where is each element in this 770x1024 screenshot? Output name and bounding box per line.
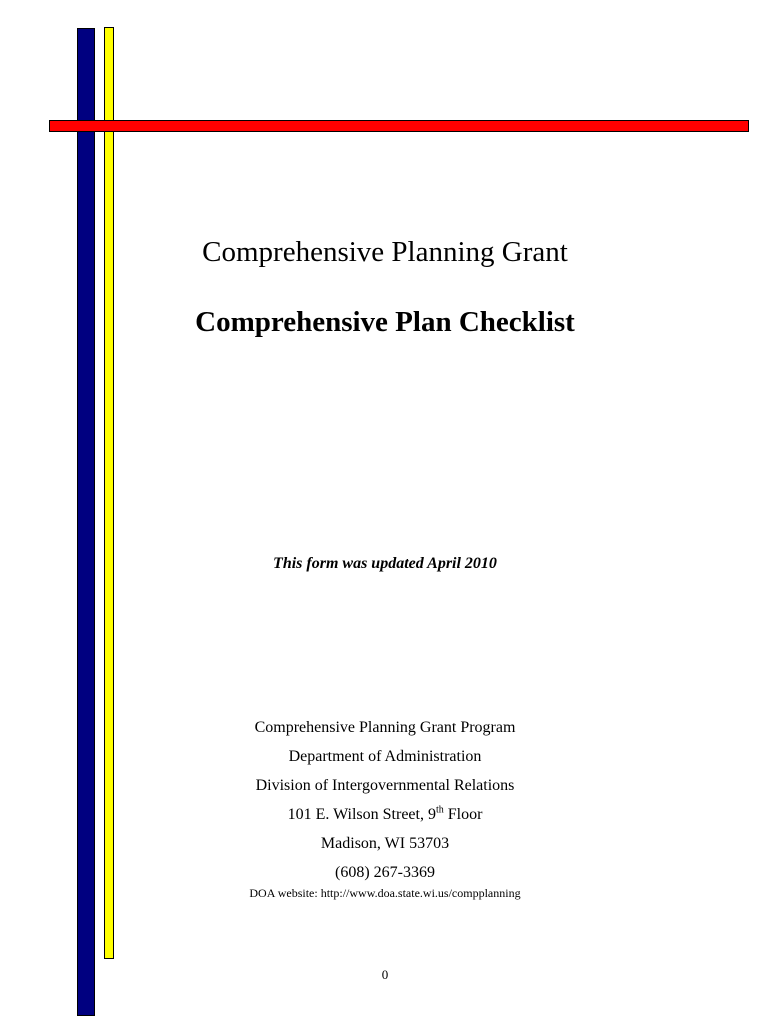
document-subtitle (0, 234, 770, 270)
city-state-zip: Madison, WI 53703 (320, 835, 450, 852)
red-horizontal-bar (49, 120, 749, 132)
street-prefix: 101 E. Wilson Street, 9 (287, 806, 436, 823)
street-suffix: Floor (443, 806, 483, 823)
contact-address-block (0, 713, 770, 887)
subtitle-text: Comprehensive Planning Grant (202, 236, 568, 268)
website-link[interactable]: DOA website: http://www.doa.state.wi.us/compplanning (249, 886, 521, 900)
street-address (0, 800, 770, 829)
program-name: Comprehensive Planning Grant Program (254, 719, 516, 736)
department-name: Department of Administration (288, 748, 482, 765)
page-number: 0 (381, 967, 389, 982)
street-ordinal-suffix: th (435, 804, 444, 816)
phone-number: (608) 267-3369 (335, 864, 435, 881)
document-title: Comprehensive Plan Checklist (195, 306, 575, 338)
division-name: Division of Intergovernmental Relations (255, 777, 515, 794)
updated-note: This form was updated April 2010 (273, 555, 497, 572)
